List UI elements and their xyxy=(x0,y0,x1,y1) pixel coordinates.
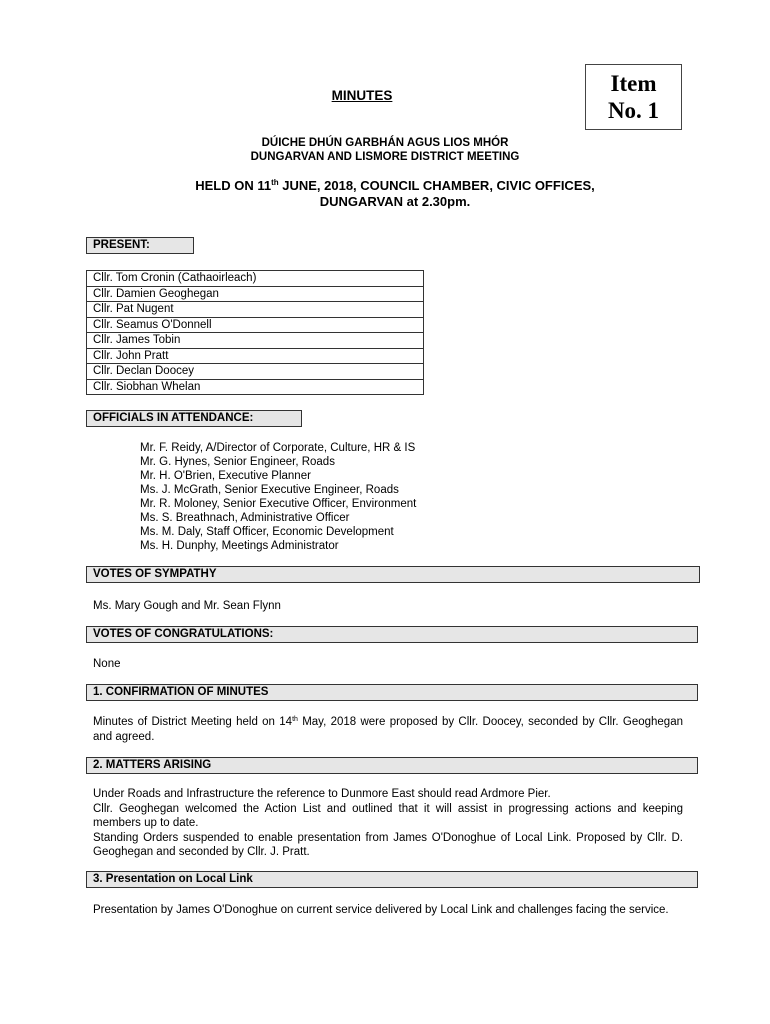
present-member-row xyxy=(87,348,424,364)
official-entry: Mr. F. Reidy, A/Director of Corporate, Culture, HR & IS xyxy=(140,442,416,454)
present-member-name: Cllr. Siobhan Whelan xyxy=(87,379,424,395)
matters-arising-line2: Cllr. Geoghegan welcomed the Action List and outlined that it will assist in progressing actions and keeping members up to date. xyxy=(93,802,683,829)
english-district-name: DUNGARVAN AND LISMORE DISTRICT MEETING xyxy=(250,151,520,163)
official-entry: Ms. S. Breathnach, Administrative Officer xyxy=(140,512,350,524)
item-label: Item xyxy=(610,71,657,96)
present-member-name: Cllr. James Tobin xyxy=(87,333,424,349)
item-number: No. 1 xyxy=(607,98,660,123)
votes-congratulations-text: None xyxy=(93,658,121,670)
official-entry: Ms. M. Daly, Staff Officer, Economic Development xyxy=(140,526,394,538)
present-member-name: Cllr. Seamus O'Donnell xyxy=(87,317,424,333)
present-member-name: Cllr. Tom Cronin (Cathaoirleach) xyxy=(87,271,424,287)
present-member-row xyxy=(87,271,424,287)
votes-congratulations-heading: VOTES OF CONGRATULATIONS: xyxy=(86,626,698,643)
official-entry: Ms. H. Dunphy, Meetings Administrator xyxy=(140,540,339,552)
matters-arising-text xyxy=(93,787,683,860)
confirmation-heading: 1. CONFIRMATION OF MINUTES xyxy=(86,684,698,701)
votes-sympathy-heading: VOTES OF SYMPATHY xyxy=(86,566,700,583)
matters-arising-line1: Under Roads and Infrastructure the reference to Dunmore East should read Ardmore Pier. xyxy=(93,788,551,800)
present-heading: PRESENT: xyxy=(86,237,194,254)
meeting-details-line1: HELD ON 11th JUNE, 2018, COUNCIL CHAMBER, CIVIC OFFICES, xyxy=(195,178,595,193)
officials-list xyxy=(140,441,416,553)
matters-arising-line3: Standing Orders suspended to enable presentation from James O'Donoghue of Local Link. Proposed by Cllr. D. Geoghegan and seconded by Cllr. J. Pratt. xyxy=(93,831,683,858)
present-member-name: Cllr. Declan Doocey xyxy=(87,364,424,380)
official-entry: Mr. G. Hynes, Senior Engineer, Roads xyxy=(140,456,335,468)
officials-heading: OFFICIALS IN ATTENDANCE: xyxy=(86,410,302,427)
present-member-row xyxy=(87,333,424,349)
official-entry: Mr. H. O'Brien, Executive Planner xyxy=(140,470,311,482)
present-member-row xyxy=(87,302,424,318)
irish-district-name: DÚICHE DHÚN GARBHÁN AGUS LIOS MHÓR xyxy=(261,137,509,149)
local-link-heading: 3. Presentation on Local Link xyxy=(86,871,698,888)
present-member-row xyxy=(87,364,424,380)
official-entry: Ms. J. McGrath, Senior Executive Engineer, Roads xyxy=(140,484,399,496)
meeting-details xyxy=(0,178,770,210)
present-member-name: Cllr. John Pratt xyxy=(87,348,424,364)
present-member-name: Cllr. Pat Nugent xyxy=(87,302,424,318)
votes-sympathy-text: Ms. Mary Gough and Mr. Sean Flynn xyxy=(93,600,281,612)
present-member-row xyxy=(87,286,424,302)
present-members-table xyxy=(86,270,424,395)
confirmation-text: Minutes of District Meeting held on 14th May, 2018 were proposed by Cllr. Doocey, seconded by Cllr. Geoghegan and agreed. xyxy=(93,716,683,743)
present-member-row xyxy=(87,317,424,333)
matters-arising-heading: 2. MATTERS ARISING xyxy=(86,757,698,774)
official-entry: Mr. R. Moloney, Senior Executive Officer, Environment xyxy=(140,498,417,510)
local-link-text: Presentation by James O'Donoghue on current service delivered by Local Link and challenges facing the service. xyxy=(93,904,669,916)
present-member-name: Cllr. Damien Geoghegan xyxy=(87,286,424,302)
meeting-details-line2: DUNGARVAN at 2.30pm. xyxy=(319,194,471,209)
present-member-row xyxy=(87,379,424,395)
page-title: MINUTES xyxy=(331,88,393,103)
